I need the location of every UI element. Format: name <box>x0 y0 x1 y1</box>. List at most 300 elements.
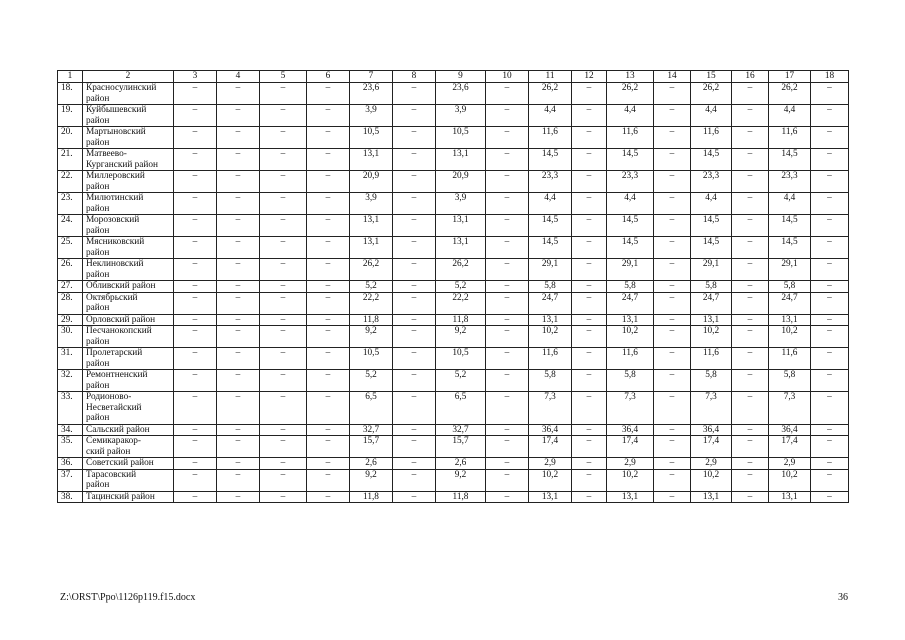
row-number: 37. <box>58 469 83 491</box>
column-header: 18 <box>811 71 849 83</box>
column-header: 9 <box>436 71 486 83</box>
value-cell: 5,2 <box>436 370 486 392</box>
value-cell: 14,5 <box>691 237 732 259</box>
value-cell: – <box>732 215 769 237</box>
value-cell: 10,2 <box>607 326 654 348</box>
row-number: 36. <box>58 458 83 470</box>
value-cell: – <box>732 458 769 470</box>
district-name-line: Красносулинский <box>86 83 157 93</box>
row-number: 30. <box>58 326 83 348</box>
district-name-line: Матвеево- <box>86 149 127 159</box>
value-cell: 26,2 <box>350 259 393 281</box>
value-cell: – <box>654 149 691 171</box>
value-cell: 13,1 <box>607 491 654 503</box>
value-cell: 4,4 <box>607 193 654 215</box>
column-header: 12 <box>572 71 607 83</box>
value-cell: – <box>572 193 607 215</box>
column-header: 14 <box>654 71 691 83</box>
value-cell: – <box>174 193 217 215</box>
district-name-line: район <box>86 336 110 347</box>
district-name <box>83 193 174 215</box>
value-cell: – <box>217 436 260 458</box>
value-cell: – <box>174 215 217 237</box>
value-cell: – <box>260 458 307 470</box>
value-cell: – <box>811 392 849 425</box>
value-cell: 10,2 <box>769 469 811 491</box>
table-row <box>58 469 849 491</box>
value-cell: 2,9 <box>691 458 732 470</box>
value-cell: 23,6 <box>350 83 393 105</box>
value-cell: – <box>174 105 217 127</box>
value-cell: 7,3 <box>769 392 811 425</box>
value-cell: – <box>307 392 350 425</box>
table-row <box>58 392 849 425</box>
value-cell: – <box>393 215 436 237</box>
value-cell: – <box>486 149 529 171</box>
table-row <box>58 348 849 370</box>
value-cell: – <box>572 281 607 293</box>
value-cell: – <box>572 392 607 425</box>
value-cell: 11,6 <box>529 127 572 149</box>
district-name <box>83 127 174 149</box>
value-cell: – <box>393 149 436 171</box>
value-cell: 11,6 <box>607 127 654 149</box>
value-cell: – <box>486 171 529 193</box>
value-cell: 6,5 <box>350 392 393 425</box>
district-name-line: Орловский район <box>86 314 156 325</box>
table-row <box>58 491 849 503</box>
value-cell: 4,4 <box>769 193 811 215</box>
row-number: 31. <box>58 348 83 370</box>
value-cell: – <box>486 326 529 348</box>
value-cell: – <box>174 171 217 193</box>
district-name-line: Курганский район <box>86 159 159 170</box>
district-name <box>83 215 174 237</box>
value-cell: 11,6 <box>769 348 811 370</box>
value-cell: – <box>260 193 307 215</box>
value-cell: – <box>811 424 849 436</box>
value-cell: 10,2 <box>529 469 572 491</box>
value-cell: 14,5 <box>769 237 811 259</box>
value-cell: – <box>486 392 529 425</box>
value-cell: – <box>811 469 849 491</box>
value-cell: 24,7 <box>607 292 654 314</box>
value-cell: 14,5 <box>529 149 572 171</box>
value-cell: 10,5 <box>436 348 486 370</box>
value-cell: – <box>217 348 260 370</box>
value-cell: 23,3 <box>529 171 572 193</box>
value-cell: – <box>307 237 350 259</box>
district-name-line: Сальский район <box>86 424 150 435</box>
value-cell: – <box>307 436 350 458</box>
value-cell: – <box>260 436 307 458</box>
column-header: 4 <box>217 71 260 83</box>
value-cell: 36,4 <box>607 424 654 436</box>
value-cell: 4,4 <box>769 105 811 127</box>
value-cell: – <box>486 127 529 149</box>
value-cell: – <box>732 127 769 149</box>
value-cell: 10,2 <box>691 326 732 348</box>
value-cell: – <box>732 424 769 436</box>
page-number: 36 <box>838 592 848 603</box>
value-cell: – <box>174 314 217 326</box>
value-cell: 2,9 <box>769 458 811 470</box>
row-number: 18. <box>58 83 83 105</box>
district-name-line: Куйбышевский <box>86 105 147 115</box>
district-name-line: район <box>86 358 110 369</box>
district-name-line: район <box>86 380 110 391</box>
value-cell: – <box>572 491 607 503</box>
value-cell: – <box>732 348 769 370</box>
value-cell: 20,9 <box>436 171 486 193</box>
file-path: Z:\ORST\Ppo\1126p119.f15.docx <box>60 592 196 603</box>
value-cell: 2,6 <box>350 458 393 470</box>
value-cell: 5,8 <box>529 281 572 293</box>
row-number: 32. <box>58 370 83 392</box>
column-header: 2 <box>83 71 174 83</box>
row-number: 33. <box>58 392 83 425</box>
value-cell: – <box>307 193 350 215</box>
column-header: 15 <box>691 71 732 83</box>
value-cell: – <box>393 237 436 259</box>
district-name-line: ский район <box>86 446 131 457</box>
value-cell: – <box>486 348 529 370</box>
value-cell: – <box>654 127 691 149</box>
value-cell: – <box>732 281 769 293</box>
value-cell: – <box>307 491 350 503</box>
table-row <box>58 424 849 436</box>
value-cell: – <box>654 469 691 491</box>
district-name-line: Советский район <box>86 458 154 468</box>
value-cell: – <box>811 314 849 326</box>
district-name <box>83 348 174 370</box>
value-cell: 36,4 <box>769 424 811 436</box>
value-cell: 14,5 <box>691 149 732 171</box>
value-cell: – <box>174 458 217 470</box>
value-cell: 14,5 <box>691 215 732 237</box>
value-cell: 2,9 <box>529 458 572 470</box>
value-cell: 14,5 <box>529 215 572 237</box>
value-cell: – <box>572 314 607 326</box>
value-cell: – <box>393 292 436 314</box>
value-cell: 10,5 <box>350 348 393 370</box>
district-name <box>83 370 174 392</box>
value-cell: – <box>260 370 307 392</box>
value-cell: 14,5 <box>769 215 811 237</box>
district-name-line: Несветайский <box>86 402 142 413</box>
value-cell: – <box>217 127 260 149</box>
value-cell: – <box>572 259 607 281</box>
district-name <box>83 292 174 314</box>
value-cell: 4,4 <box>691 193 732 215</box>
value-cell: – <box>393 392 436 425</box>
value-cell: 15,7 <box>350 436 393 458</box>
value-cell: – <box>654 436 691 458</box>
value-cell: – <box>217 149 260 171</box>
value-cell: – <box>260 491 307 503</box>
value-cell: – <box>654 370 691 392</box>
district-name <box>83 281 174 293</box>
table-row <box>58 193 849 215</box>
value-cell: 10,2 <box>769 326 811 348</box>
district-name-line: Миллеровский <box>86 171 145 181</box>
value-cell: – <box>654 292 691 314</box>
value-cell: – <box>654 105 691 127</box>
value-cell: – <box>174 491 217 503</box>
row-number: 19. <box>58 105 83 127</box>
district-name <box>83 259 174 281</box>
district-name-line: Родионово- <box>86 392 132 402</box>
value-cell: – <box>811 292 849 314</box>
value-cell: 11,8 <box>350 491 393 503</box>
value-cell: 14,5 <box>607 215 654 237</box>
value-cell: – <box>811 326 849 348</box>
value-cell: – <box>307 281 350 293</box>
value-cell: – <box>174 281 217 293</box>
value-cell: – <box>654 215 691 237</box>
value-cell: – <box>174 326 217 348</box>
value-cell: – <box>260 424 307 436</box>
value-cell: – <box>217 491 260 503</box>
value-cell: – <box>307 105 350 127</box>
value-cell: – <box>393 370 436 392</box>
district-name-line: Песчанокопский <box>86 326 152 336</box>
value-cell: 10,2 <box>607 469 654 491</box>
value-cell: – <box>572 105 607 127</box>
value-cell: 3,9 <box>436 193 486 215</box>
value-cell: 29,1 <box>769 259 811 281</box>
row-number: 23. <box>58 193 83 215</box>
district-name-line: Ремонтненский <box>86 370 148 380</box>
value-cell: 2,9 <box>607 458 654 470</box>
value-cell: – <box>732 105 769 127</box>
value-cell: 23,3 <box>769 171 811 193</box>
value-cell: – <box>732 171 769 193</box>
value-cell: – <box>260 83 307 105</box>
value-cell: – <box>393 326 436 348</box>
value-cell: 14,5 <box>607 149 654 171</box>
column-header: 6 <box>307 71 350 83</box>
district-name <box>83 469 174 491</box>
value-cell: 11,8 <box>436 491 486 503</box>
column-header: 1 <box>58 71 83 83</box>
value-cell: – <box>174 392 217 425</box>
value-cell: 13,1 <box>436 215 486 237</box>
value-cell: – <box>811 436 849 458</box>
district-name-line: район <box>86 115 110 126</box>
row-number: 20. <box>58 127 83 149</box>
value-cell: – <box>486 259 529 281</box>
value-cell: – <box>572 326 607 348</box>
value-cell: – <box>811 215 849 237</box>
value-cell: 20,9 <box>350 171 393 193</box>
value-cell: – <box>486 436 529 458</box>
value-cell: – <box>393 105 436 127</box>
value-cell: 3,9 <box>350 105 393 127</box>
value-cell: – <box>307 348 350 370</box>
value-cell: – <box>572 149 607 171</box>
district-name-line: Тацинский район <box>86 491 155 502</box>
value-cell: – <box>393 259 436 281</box>
column-header: 5 <box>260 71 307 83</box>
district-name-line: Октябрьский <box>86 292 138 303</box>
district-name <box>83 237 174 259</box>
district-name <box>83 491 174 503</box>
value-cell: 7,3 <box>691 392 732 425</box>
value-cell: 4,4 <box>529 105 572 127</box>
value-cell: – <box>486 193 529 215</box>
value-cell: 11,8 <box>436 314 486 326</box>
district-name <box>83 458 174 470</box>
value-cell: – <box>732 436 769 458</box>
value-cell: – <box>217 326 260 348</box>
value-cell: 5,2 <box>436 281 486 293</box>
value-cell: – <box>486 469 529 491</box>
value-cell: – <box>811 281 849 293</box>
district-name-line: район <box>86 303 110 313</box>
column-header: 8 <box>393 71 436 83</box>
value-cell: 6,5 <box>436 392 486 425</box>
value-cell: – <box>307 458 350 470</box>
value-cell: 9,2 <box>436 469 486 491</box>
value-cell: 7,3 <box>607 392 654 425</box>
value-cell: 32,7 <box>436 424 486 436</box>
value-cell: – <box>572 424 607 436</box>
value-cell: – <box>217 83 260 105</box>
district-name-line: Милютинский <box>86 193 144 203</box>
value-cell: – <box>260 259 307 281</box>
row-number: 28. <box>58 292 83 314</box>
value-cell: 24,7 <box>529 292 572 314</box>
table-row <box>58 314 849 326</box>
value-cell: – <box>654 326 691 348</box>
value-cell: – <box>217 424 260 436</box>
value-cell: – <box>811 149 849 171</box>
value-cell: – <box>393 436 436 458</box>
value-cell: – <box>260 292 307 314</box>
value-cell: – <box>486 237 529 259</box>
value-cell: – <box>217 281 260 293</box>
table-row <box>58 149 849 171</box>
value-cell: – <box>486 105 529 127</box>
value-cell: 24,7 <box>691 292 732 314</box>
column-header: 7 <box>350 71 393 83</box>
column-header: 16 <box>732 71 769 83</box>
value-cell: – <box>174 259 217 281</box>
value-cell: 13,1 <box>350 215 393 237</box>
district-name-line: Семикаракор- <box>86 436 142 446</box>
value-cell: – <box>174 149 217 171</box>
district-name-line: Пролетарский <box>86 348 143 358</box>
value-cell: 5,8 <box>607 281 654 293</box>
value-cell: 2,6 <box>436 458 486 470</box>
value-cell: – <box>260 105 307 127</box>
district-name-line: район <box>86 225 110 236</box>
value-cell: – <box>654 281 691 293</box>
value-cell: 10,2 <box>529 326 572 348</box>
value-cell: 13,1 <box>350 149 393 171</box>
value-cell: – <box>260 237 307 259</box>
value-cell: – <box>393 424 436 436</box>
value-cell: 11,8 <box>350 314 393 326</box>
value-cell: 5,8 <box>769 370 811 392</box>
value-cell: – <box>217 105 260 127</box>
table-row <box>58 326 849 348</box>
value-cell: 14,5 <box>769 149 811 171</box>
value-cell: – <box>217 469 260 491</box>
value-cell: 32,7 <box>350 424 393 436</box>
value-cell: – <box>260 326 307 348</box>
value-cell: – <box>174 348 217 370</box>
value-cell: 26,2 <box>691 83 732 105</box>
value-cell: – <box>260 281 307 293</box>
district-name <box>83 424 174 436</box>
value-cell: 10,2 <box>691 469 732 491</box>
value-cell: 5,8 <box>691 370 732 392</box>
district-name-line: район <box>86 269 110 280</box>
value-cell: 9,2 <box>436 326 486 348</box>
district-name <box>83 171 174 193</box>
value-cell: 14,5 <box>607 237 654 259</box>
value-cell: 15,7 <box>436 436 486 458</box>
column-header: 3 <box>174 71 217 83</box>
value-cell: – <box>174 436 217 458</box>
value-cell: – <box>811 491 849 503</box>
value-cell: – <box>811 83 849 105</box>
value-cell: 3,9 <box>350 193 393 215</box>
value-cell: – <box>572 171 607 193</box>
value-cell: 23,3 <box>607 171 654 193</box>
value-cell: – <box>732 392 769 425</box>
value-cell: – <box>572 469 607 491</box>
value-cell: 4,4 <box>529 193 572 215</box>
value-cell: 5,8 <box>607 370 654 392</box>
value-cell: 4,4 <box>607 105 654 127</box>
district-name-line: район <box>86 181 110 192</box>
row-number: 34. <box>58 424 83 436</box>
value-cell: 13,1 <box>607 314 654 326</box>
value-cell: 13,1 <box>436 149 486 171</box>
value-cell: – <box>732 292 769 314</box>
value-cell: – <box>486 370 529 392</box>
row-number: 27. <box>58 281 83 293</box>
table-row <box>58 83 849 105</box>
district-name <box>83 105 174 127</box>
value-cell: 26,2 <box>607 83 654 105</box>
value-cell: 11,6 <box>607 348 654 370</box>
value-cell: – <box>217 370 260 392</box>
table-row <box>58 237 849 259</box>
value-cell: – <box>486 292 529 314</box>
value-cell: – <box>307 326 350 348</box>
district-name-line: Мясниковский <box>86 237 145 247</box>
value-cell: – <box>174 469 217 491</box>
value-cell: – <box>811 127 849 149</box>
value-cell: – <box>217 392 260 425</box>
value-cell: 17,4 <box>607 436 654 458</box>
district-name-line: район <box>86 480 110 490</box>
district-name-line: район <box>86 413 110 423</box>
value-cell: – <box>486 215 529 237</box>
district-name <box>83 326 174 348</box>
value-cell: 29,1 <box>529 259 572 281</box>
table-row <box>58 215 849 237</box>
value-cell: – <box>217 237 260 259</box>
value-cell: – <box>811 348 849 370</box>
value-cell: – <box>307 370 350 392</box>
value-cell: 26,2 <box>769 83 811 105</box>
value-cell: – <box>393 281 436 293</box>
